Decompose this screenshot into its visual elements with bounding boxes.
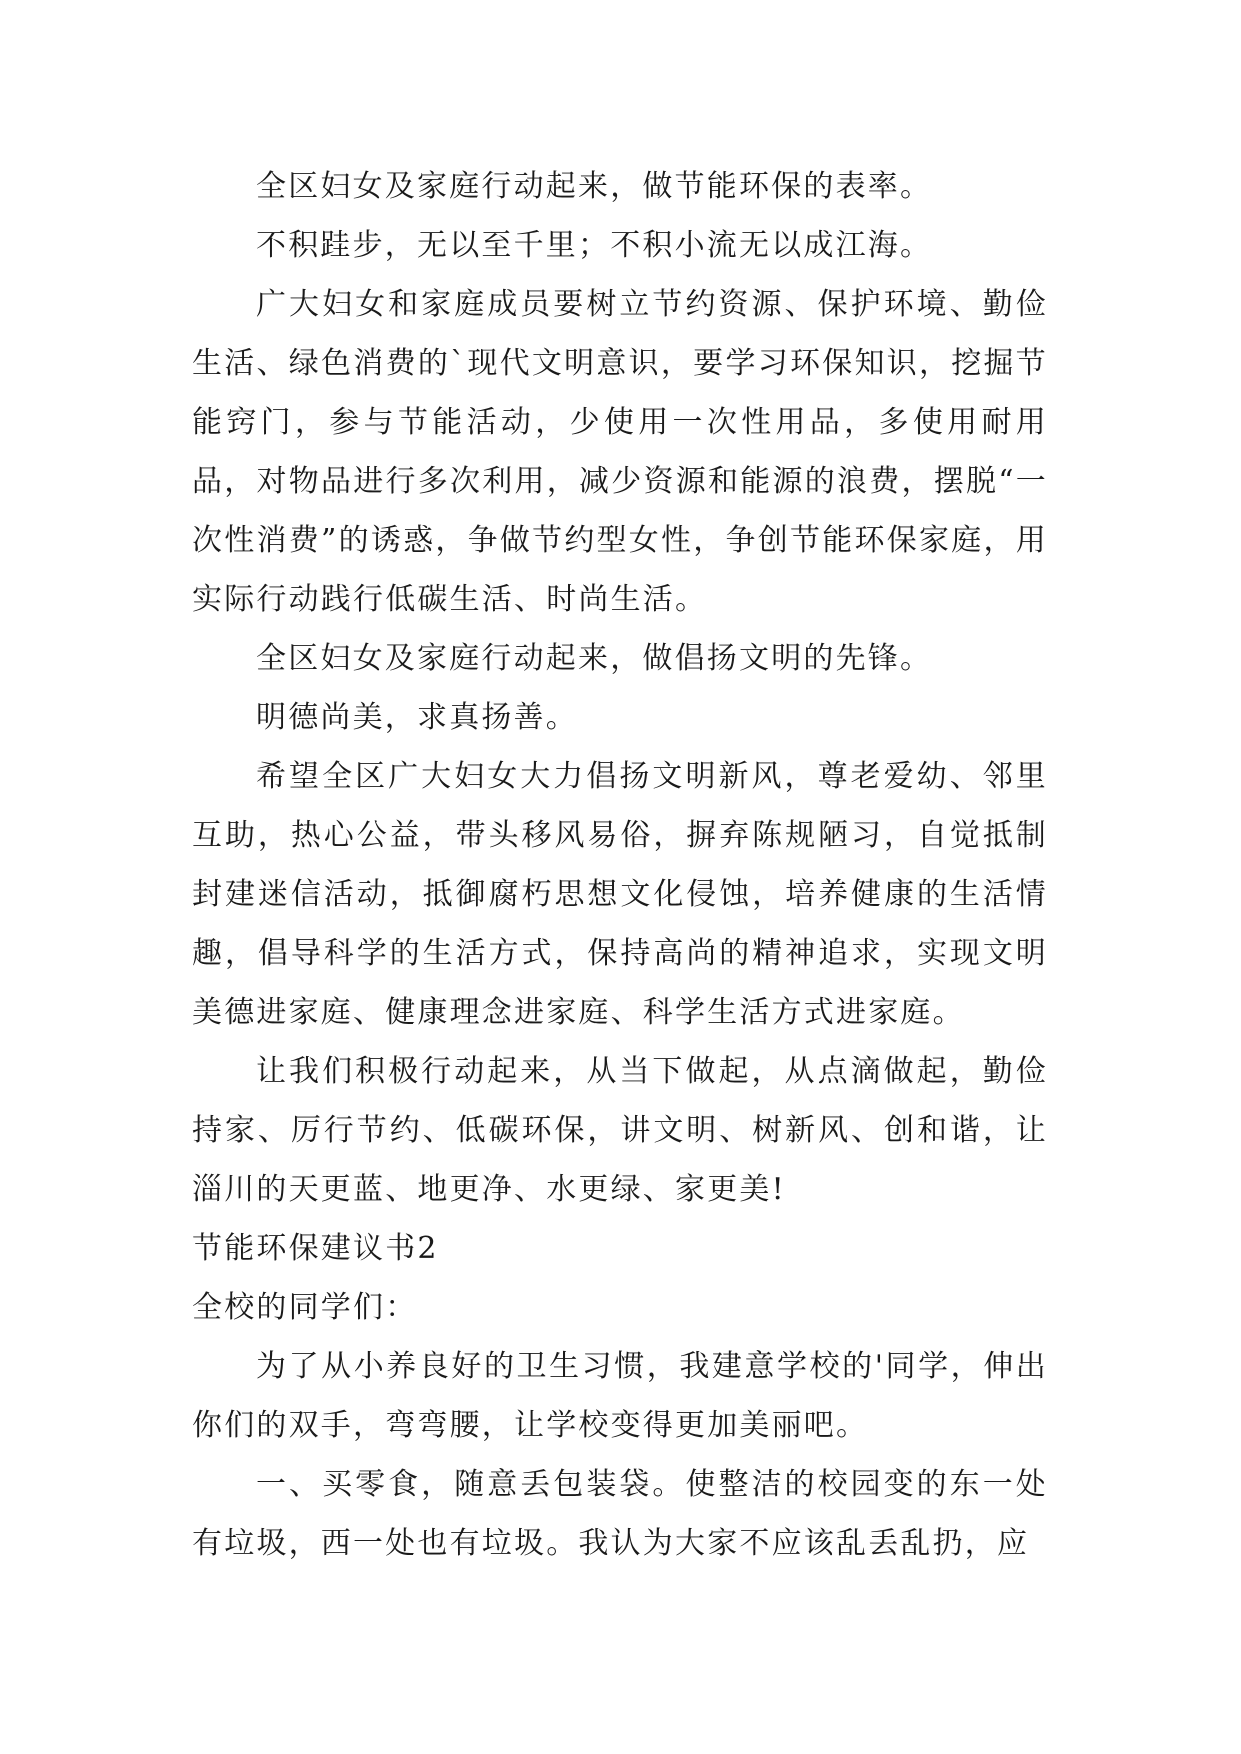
paragraph: 为了从小养良好的卫生习惯，我建意学校的'同学，伸出你们的双手，弯弯腰，让学校变得更加美丽吧。 (192, 1349, 1048, 1443)
paragraph: 让我们积极行动起来，从当下做起，从点滴做起，勤俭持家、厉行节约、低碳环保，讲文明、树新风、创和谐，让淄川的天更蓝、地更净、水更绿、家更美! (192, 1054, 1048, 1207)
document-body (192, 157, 1048, 1573)
paragraph: 广大妇女和家庭成员要树立节约资源、保护环境、勤俭生活、绿色消费的`现代文明意识，要学习环保知识，挖掘节能窍门，参与节能活动，少使用一次性用品，多使用耐用品，对物品进行多次利用，减少资源和能源的浪费，摆脱“一次性消费”的诱惑，争做节约型女性，争创节能环保家庭，用实际行动践行低碳生活、时尚生活。 (192, 287, 1048, 617)
salutation: 全校的同学们： (192, 1290, 418, 1325)
section-heading: 节能环保建议书2 (192, 1231, 439, 1266)
paragraph: 全区妇女及家庭行动起来，做节能环保的表率。 (256, 169, 933, 204)
paragraph: 希望全区广大妇女大力倡扬文明新风，尊老爱幼、邻里互助，热心公益，带头移风易俗，摒弃陈规陋习，自觉抵制封建迷信活动，抵御腐朽思想文化侵蚀，培养健康的生活情趣，倡导科学的生活方式，保持高尚的精神追求，实现文明美德进家庭、健康理念进家庭、科学生活方式进家庭。 (192, 759, 1048, 1030)
paragraph: 全区妇女及家庭行动起来，做倡扬文明的先锋。 (256, 641, 933, 676)
paragraph: 明德尚美，求真扬善。 (256, 700, 578, 735)
paragraph: 不积跬步，无以至千里；不积小流无以成江海。 (256, 228, 933, 263)
paragraph: 一、买零食，随意丢包装袋。使整洁的校园变的东一处有垃圾，西一处也有垃圾。我认为大家不应该乱丢乱扔，应 (192, 1467, 1048, 1561)
